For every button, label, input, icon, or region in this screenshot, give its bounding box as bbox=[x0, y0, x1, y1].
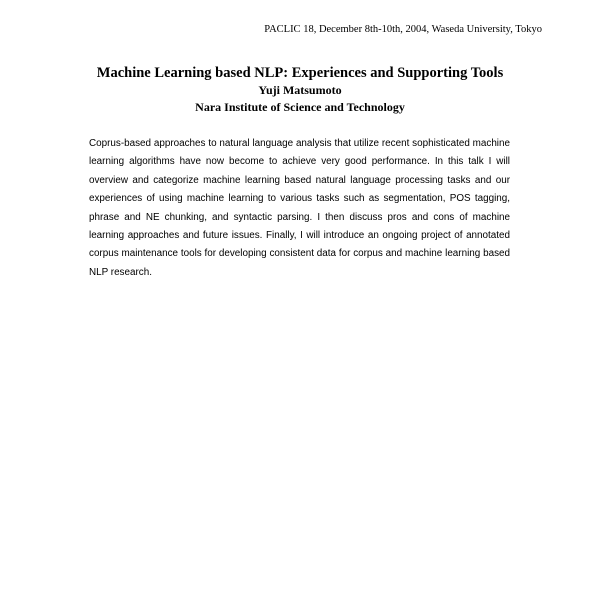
author-name: Yuji Matsumoto bbox=[258, 83, 342, 97]
paper-title: Machine Learning based NLP: Experiences and Supporting Tools bbox=[96, 65, 504, 81]
abstract-paragraph: Coprus-based approaches to natural language analysis that utilize recent sophisticated machine learning algorithms have now become to achieve very good performance. In this talk I will overview and categorize machine learning based natural language processing tasks and our experiences of using machine learning to various tasks such as segmentation, POS tagging, phrase and NE chunking, and syntactic parsing. I then discuss pros and cons of machine learning approaches and future issues. Finally, I will introduce an ongoing project of annotated corpus maintenance tools for developing consistent data for corpus and machine learning based NLP research. bbox=[89, 138, 510, 278]
running-header: PACLIC 18, December 8th-10th, 2004, Waseda University, Tokyo bbox=[264, 24, 542, 35]
author-affiliation: Nara Institute of Science and Technology bbox=[195, 100, 405, 114]
title-block bbox=[0, 64, 600, 116]
